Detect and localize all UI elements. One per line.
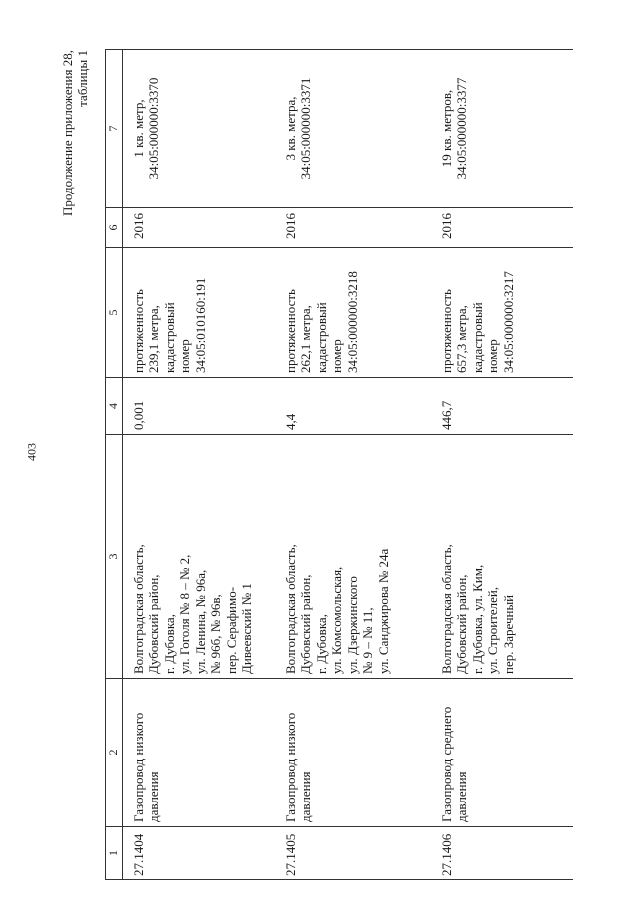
text-line: пер. Заречный <box>500 594 516 674</box>
text-line: Волгоградская область, <box>130 544 146 674</box>
text-line: 34:05:000000:3371 <box>298 77 313 180</box>
row-id: 27.1404 <box>122 827 275 880</box>
column-number: 3 <box>106 435 123 679</box>
land-plot <box>122 50 275 208</box>
text-line: номер <box>329 339 344 373</box>
text-line: ул. Комсомольская, <box>329 566 344 674</box>
text-line: кадастровый <box>469 302 485 373</box>
object-value: 4,4 <box>275 378 431 435</box>
land-plot <box>275 50 431 208</box>
text-line: 657,3 метра, <box>454 305 469 373</box>
text-line: 3 кв. метра, <box>282 96 298 161</box>
column-number: 1 <box>106 827 123 880</box>
object-characteristics <box>431 248 573 378</box>
text-line: Волгоградская область, <box>282 544 298 674</box>
text-line: номер <box>177 339 192 373</box>
text-line: Дубовский район, <box>454 574 469 674</box>
table-row <box>275 50 431 880</box>
object-address <box>431 435 573 679</box>
text-line: давления <box>146 771 161 822</box>
object-address <box>275 435 431 679</box>
text-line: Газопровод среднего <box>438 706 454 822</box>
text-line: кадастровый <box>313 302 329 373</box>
object-address <box>122 435 275 679</box>
text-line: г. Дубовка, ул. Ким, <box>469 564 485 674</box>
object-characteristics <box>275 248 431 378</box>
text-line: Дубовский район, <box>298 574 313 674</box>
page-number: 403 <box>24 443 39 461</box>
column-number: 7 <box>106 50 123 208</box>
text-line: г. Дубовка, <box>313 614 329 674</box>
text-line: 34:05:000000:3218 <box>344 271 360 373</box>
text-line: 34:05:010160:191 <box>192 277 208 373</box>
object-name <box>275 679 431 827</box>
text-line: г. Дубовка, <box>161 614 177 674</box>
text-line: № 96б, № 96в, <box>208 594 223 674</box>
table-row <box>431 50 573 880</box>
text-line: протяженность <box>438 289 454 373</box>
object-value: 446,7 <box>431 378 573 435</box>
row-id: 27.1405 <box>275 827 431 880</box>
text-line: пер. Серафимо- <box>223 586 239 674</box>
text-line: 34:05:000000:3370 <box>146 77 161 180</box>
text-line: 239,1 метра, <box>146 305 161 373</box>
text-line: ул. Гоголя № 8 – № 2, <box>177 554 192 674</box>
land-plot <box>431 50 573 208</box>
text-line: Газопровод низкого <box>130 712 146 822</box>
text-line: ул. Ленина, № 96а, <box>192 569 208 674</box>
object-characteristics <box>122 248 275 378</box>
continuation-note <box>60 50 90 350</box>
text-line: 19 кв. метров, <box>438 89 454 168</box>
object-year: 2016 <box>431 208 573 248</box>
column-number-row <box>106 50 123 880</box>
object-name <box>431 679 573 827</box>
text-line: ул. Строителей, <box>485 586 500 674</box>
text-line: Дивеевский № 1 <box>239 583 254 674</box>
continuation-line: Продолжение приложения 28, <box>60 50 75 217</box>
object-name <box>122 679 275 827</box>
row-id: 27.1406 <box>431 827 573 880</box>
text-line: ул. Санджирова № 24а <box>375 548 391 674</box>
landscape-sheet <box>60 50 550 880</box>
text-line: протяженность <box>282 289 298 373</box>
text-line: давления <box>454 771 469 822</box>
text-line: кадастровый <box>161 302 177 373</box>
text-line: № 9 – № 11, <box>360 607 375 674</box>
object-value: 0,001 <box>122 378 275 435</box>
text-line: 34:05:000000:3217 <box>500 271 516 373</box>
text-line: 1 кв. метр, <box>130 99 146 158</box>
column-number: 2 <box>106 679 123 827</box>
text-line: ул. Дзержинского <box>344 576 360 674</box>
text-line: номер <box>485 339 500 373</box>
text-line: протяженность <box>130 289 146 373</box>
object-year: 2016 <box>122 208 275 248</box>
text-line: 34:05:000000:3377 <box>454 77 469 180</box>
column-number: 4 <box>106 378 123 435</box>
record-table <box>105 49 573 880</box>
column-number: 6 <box>106 208 123 248</box>
text-line: давления <box>298 771 313 822</box>
text-line: Волгоградская область, <box>438 544 454 674</box>
text-line: Дубовский район, <box>146 574 161 674</box>
continuation-line: таблицы 1 <box>75 50 90 107</box>
text-line: 262,1 метра, <box>298 305 313 373</box>
table-row <box>122 50 275 880</box>
column-number: 5 <box>106 248 123 378</box>
text-line: Газопровод низкого <box>282 712 298 822</box>
object-year: 2016 <box>275 208 431 248</box>
